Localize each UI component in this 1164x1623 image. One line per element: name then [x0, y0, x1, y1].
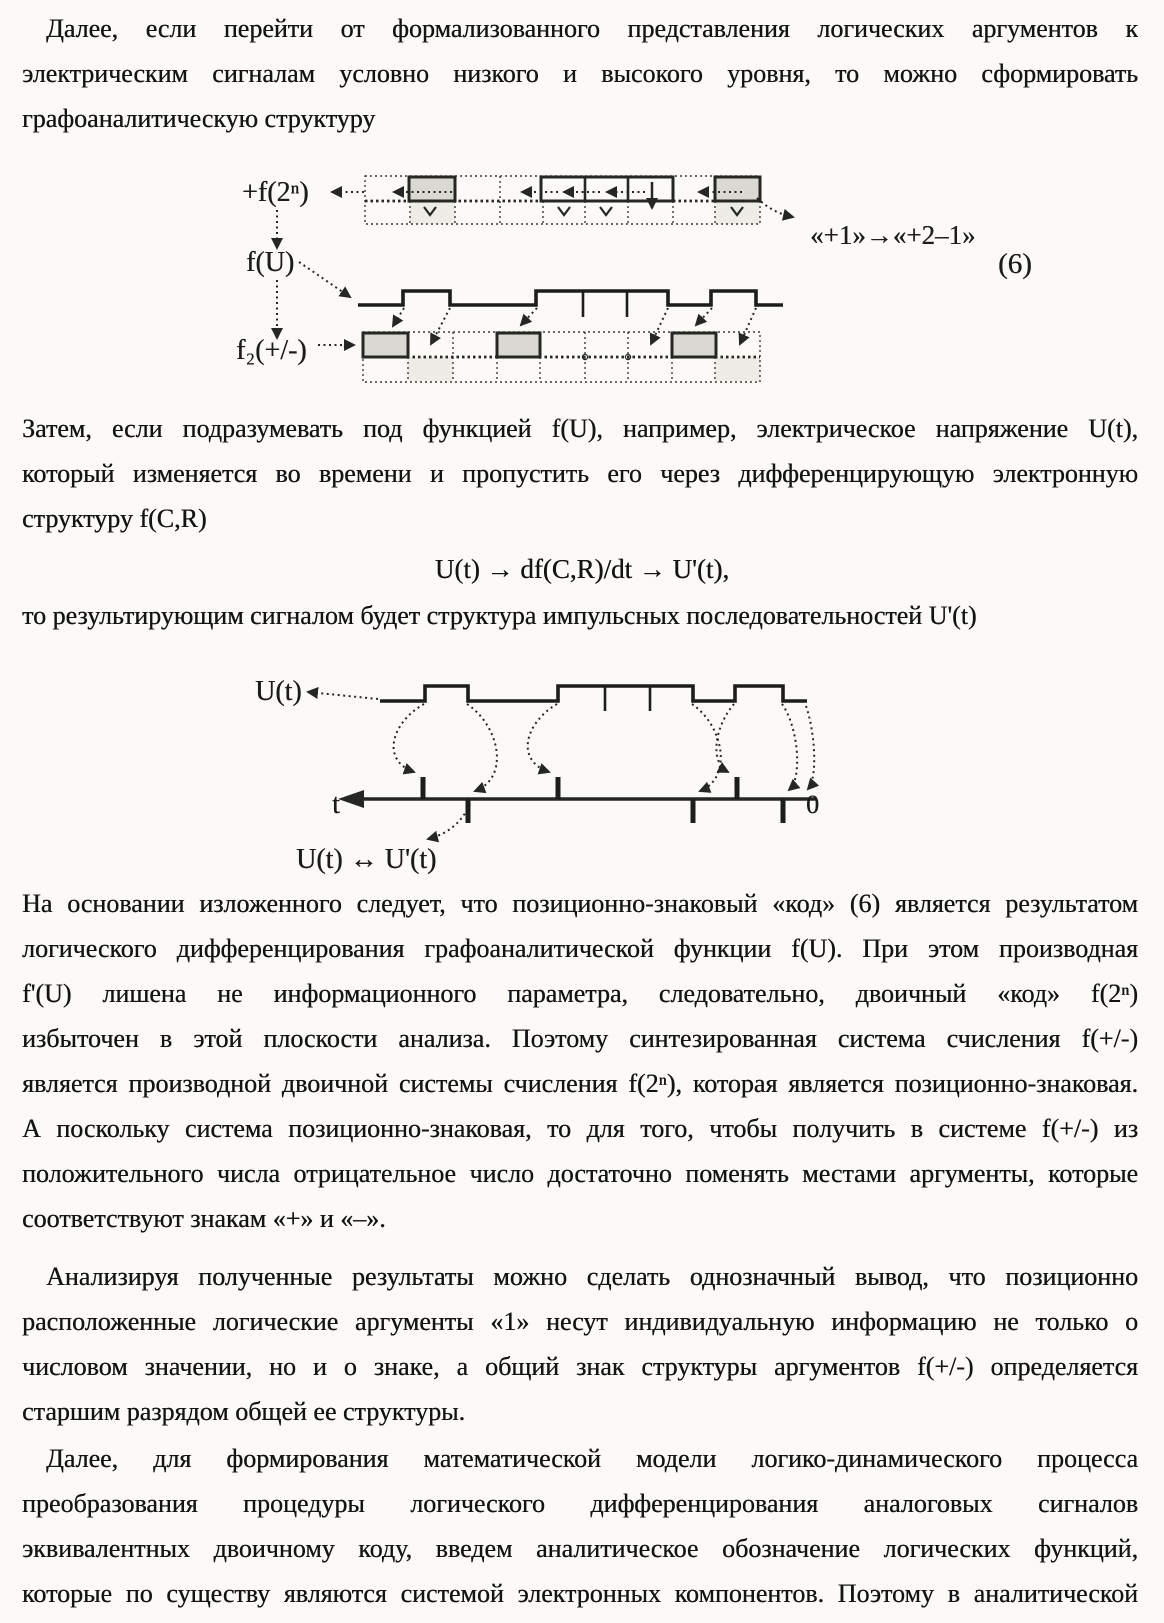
negative-impulses: [466, 799, 786, 823]
figure-impulse-diagram: [0, 642, 1164, 877]
text-line: расположенные логические аргументы «1» несут индивидуальную информацию не только о: [22, 1307, 1138, 1336]
drop-chevrons: [424, 207, 743, 215]
carry-rule-text: «+1»→«+2–1»: [810, 220, 976, 250]
text-line: числовом значении, но и о знаке, а общий знак структуры аргументов f(+/-) определяется: [22, 1352, 1138, 1381]
arrow-fu-to-wave: [299, 262, 350, 297]
positive-impulses: [421, 777, 740, 799]
code-cell-last: [715, 177, 760, 201]
shaded-cell: [408, 357, 453, 381]
paragraph-conclusion: [0, 881, 1164, 1241]
text-line: избыточен в этой плоскости анализа. Поэтому синтезированная система счисления f(+/-): [22, 1024, 1138, 1053]
paragraph-result: [0, 593, 1164, 638]
text-line: графоаналитическую структуру: [22, 104, 376, 133]
figure6-labels: [236, 177, 364, 366]
sign-cell-3: [672, 333, 716, 357]
text-line: является производной двоичной системы счисления f(2ⁿ), которая является позиционно-знаковая.: [22, 1069, 1138, 1098]
text-line: Далее, для формирования математической модели логико-динамического процесса: [46, 1444, 1138, 1473]
analog-waveform: [358, 291, 783, 317]
text-line: преобразования процедуры логического дифференцирования аналоговых сигналов: [22, 1489, 1138, 1518]
figure-code-structure-6: [0, 158, 1164, 403]
arrow-to-carry-rule: [757, 198, 793, 217]
voltage-waveform: [380, 686, 807, 711]
binary-code-label: +f(2ⁿ): [242, 177, 309, 208]
text-line: Анализируя полученные результаты можно сделать однозначный вывод, что позиционно: [46, 1262, 1138, 1291]
equation-number: (6): [998, 248, 1032, 280]
text-line: то результирующим сигналом будет структура импульсных последовательностей U'(t): [22, 601, 977, 630]
text-line: старшим разрядом общей ее структуры.: [22, 1397, 466, 1426]
paragraph-function: [0, 406, 1164, 541]
paragraph-analysis: [0, 1254, 1164, 1434]
text-line: Затем, если подразумевать под функцией f(U), например, электрическое напряжение U(t),: [22, 414, 1138, 443]
sign-code-strip: [363, 332, 760, 382]
text-line: эквивалентных двоичному коду, введем аналитическое обозначение логических функций,: [22, 1534, 1138, 1563]
arrow-to-signal-label: [308, 692, 378, 699]
text-line: f'(U) лишена не информационного параметра, следовательно, двоичный «код» f(2ⁿ): [22, 979, 1138, 1008]
text-line: который изменяется во времени и пропустить его через дифференцирующую электронную: [22, 459, 1138, 488]
sign-cell-2: [497, 333, 540, 357]
differentiation-formula: U(t) → df(C,R)/dt → U'(t),: [434, 554, 730, 584]
binary-code-strip: [365, 176, 793, 224]
paragraph-intro: [0, 6, 1164, 141]
code-cell-1: [409, 177, 455, 201]
text-line: которые по существу являются системой электронных компонентов. Поэтому в аналитической: [22, 1579, 1138, 1608]
paragraph-next-model: [0, 1436, 1164, 1616]
text-line: электрическим сигналам условно низкого и высокого уровня, то можно сформировать: [22, 59, 1138, 88]
time-axis: [332, 777, 819, 823]
text-line: соответствуют знакам «+» и «–».: [22, 1204, 386, 1233]
arrow-to-relation-label: [428, 804, 470, 839]
origin-label: 0: [806, 790, 819, 819]
text-line: Далее, если перейти от формализованного представления логических аргументов к: [46, 14, 1138, 43]
text-line: А поскольку система позиционно-знаковая, то для того, чтобы получить в системе f(+/-) из: [22, 1114, 1138, 1143]
text-line: структуру f(C,R): [22, 504, 207, 533]
sign-code-label: f₂(+/-): [236, 335, 307, 366]
time-axis-label: t: [332, 789, 340, 820]
text-line: логического дифференцирования графоаналитической функции f(U). При этом производная: [22, 934, 1138, 963]
differentiation-arcs: [394, 704, 815, 839]
signal-label: U(t): [255, 676, 302, 707]
text-line: положительного числа отрицательное число достаточно поменять местами аргументы, которые: [22, 1159, 1138, 1188]
text-line: На основании изложенного следует, что позиционно-знаковый «код» (6) является результатом: [22, 889, 1138, 918]
analog-function-label: f(U): [246, 247, 295, 278]
relation-label: U(t) ↔ U'(t): [296, 844, 437, 875]
shaded-cell: [715, 357, 760, 381]
sign-cell-1: [363, 333, 408, 357]
